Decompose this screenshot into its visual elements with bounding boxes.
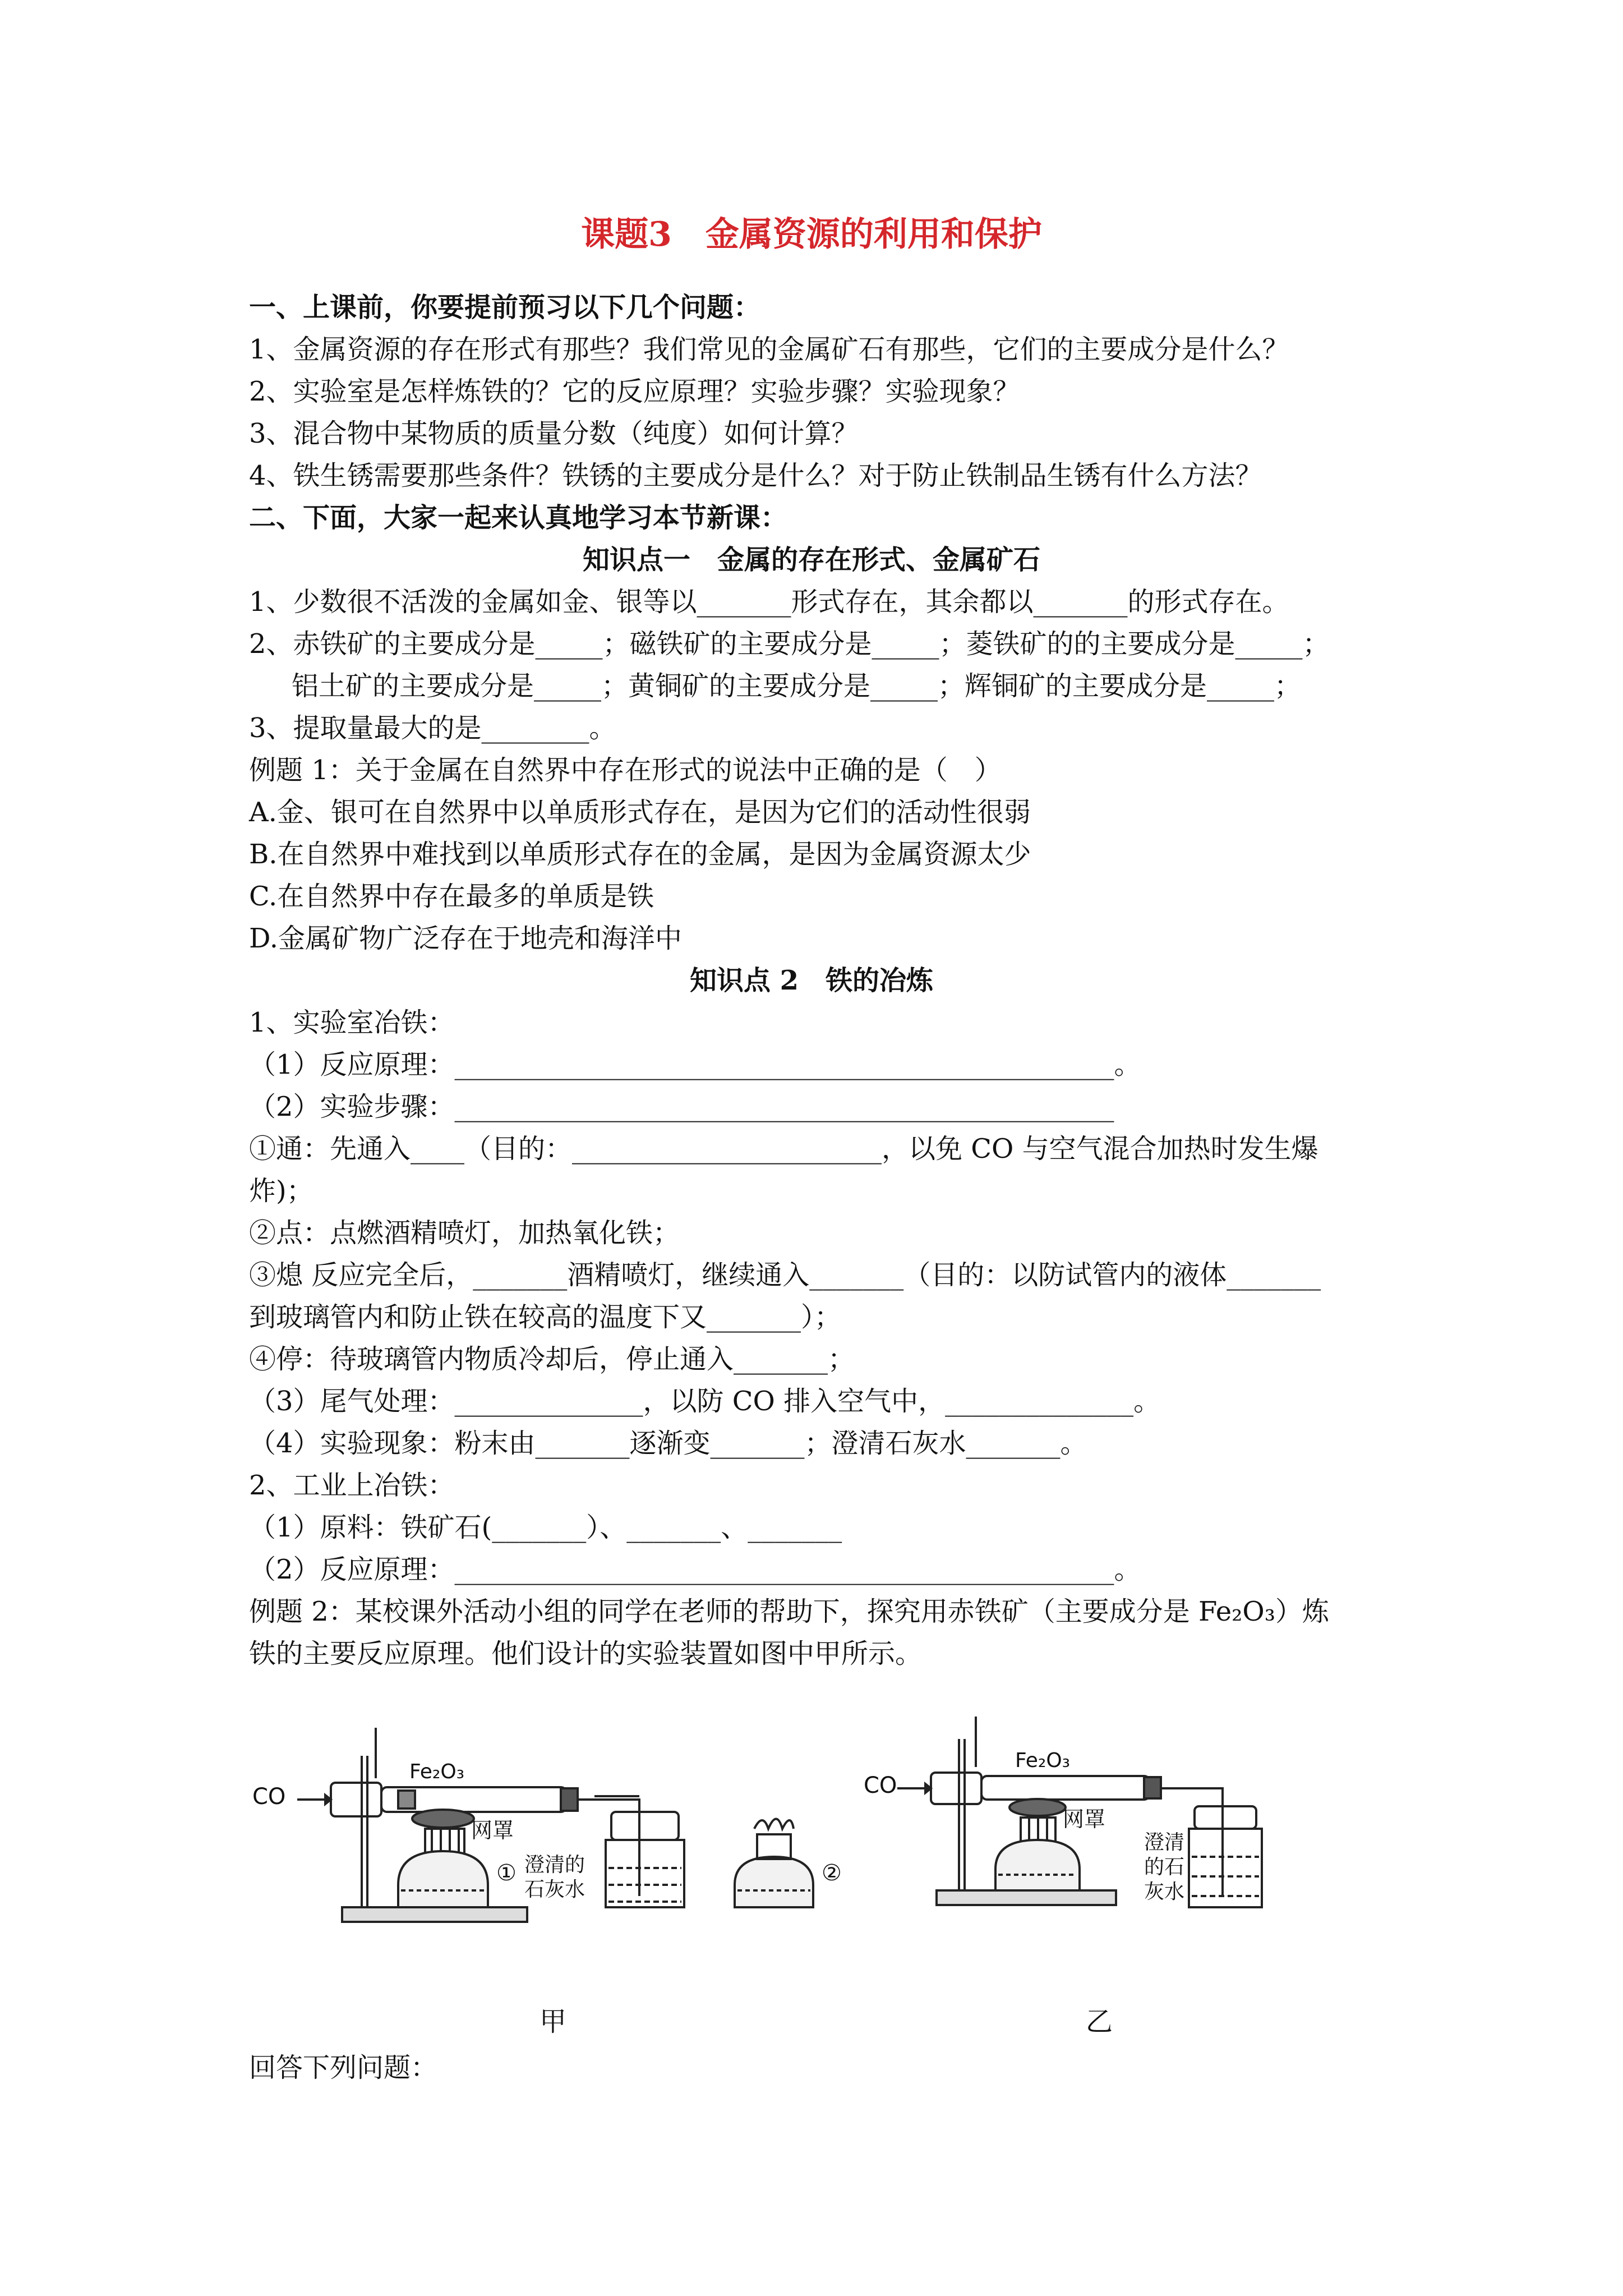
- example-2-line-1: 例题 2：某校课外活动小组的同学在老师的帮助下，探究用赤铁矿（主要成分是 Fe₂O₃）炼: [249, 1596, 1329, 1627]
- kp2-line-1: 1、实验室冶铁：: [249, 1007, 455, 1038]
- apparatus-diagram-b: [864, 1717, 1267, 1930]
- apparatus-diagram-a: [247, 1717, 897, 1930]
- answer-prompt: 回答下列问题：: [249, 2052, 438, 2083]
- figure-caption-b: 乙: [1086, 2006, 1113, 2037]
- example-1-option-c: C.在自然界中存在最多的单质是铁: [249, 881, 654, 912]
- net-label-b: 网罩: [1063, 1807, 1106, 1832]
- limewater-label-b-line2: 的石: [1144, 1856, 1185, 1879]
- kp1-line-3: 铝土矿的主要成分是_____；黄铜矿的主要成分是_____；辉铜矿的主要成分是_____；: [292, 670, 1302, 702]
- example-1-option-b: B.在自然界中难找到以单质形式存在的金属，是因为金属资源太少: [249, 839, 1031, 870]
- kp2-line-3: （2）实验步骤：_________________________________________________: [249, 1091, 1114, 1122]
- limewater-label-a-line1: 澄清的: [524, 1853, 585, 1876]
- kp2-line-9: ④停：待玻璃管内物质冷却后，停止通入_______；: [249, 1343, 855, 1375]
- example-1-stem: 例题 1：关于金属在自然界中存在形式的说法中正确的是（ ）: [249, 754, 1002, 786]
- knowledge-point-2-heading: 知识点 2 铁的冶炼: [689, 965, 934, 996]
- kp2-line-10: （3）尾气处理：______________，以防 CO 排入空气中，______________。: [249, 1386, 1161, 1417]
- knowledge-point-1-heading: 知识点一 金属的存在形式、金属矿石: [582, 544, 1040, 576]
- kp2-line-8: 到玻璃管内和防止铁在较高的温度下又_______）；: [249, 1301, 842, 1333]
- net-label-a: 网罩: [471, 1818, 514, 1843]
- limewater-label-b-line3: 灰水: [1144, 1880, 1185, 1903]
- co-label-a: CO: [252, 1784, 286, 1810]
- kp2-line-7: ③熄 反应完全后，_______酒精喷灯，继续通入_______（目的：以防试管内的液体_______: [249, 1259, 1321, 1291]
- page-title: 课题3 金属资源的利用和保护: [581, 215, 1042, 254]
- kp2-line-6: ②点：点燃酒精喷灯，加热氧化铁；: [249, 1217, 680, 1249]
- kp2-line-4: ①通：先通入____（目的：_______________________，以免 CO 与空气混合加热时发生爆: [249, 1133, 1318, 1165]
- co-label-b: CO: [864, 1773, 897, 1798]
- kp2-line-11: （4）实验现象：粉末由_______逐渐变_______；澄清石灰水_______。: [249, 1428, 1087, 1459]
- figure-caption-a: 甲: [540, 2006, 567, 2037]
- kp2-line-14: （2）反应原理：_________________________________________________。: [249, 1554, 1141, 1585]
- preview-question-4: 4、铁生锈需要那些条件？铁锈的主要成分是什么？对于防止铁制品生锈有什么方法？: [249, 460, 1262, 491]
- mark-2: ②: [822, 1860, 842, 1886]
- preview-question-1: 1、金属资源的存在形式有那些？我们常见的金属矿石有那些，它们的主要成分是什么？: [249, 334, 1289, 365]
- limewater-label-a-line2: 石灰水: [524, 1878, 585, 1901]
- fe2o3-label-b: Fe₂O₃: [1015, 1749, 1071, 1772]
- kp1-line-2: 2、赤铁矿的主要成分是_____；磁铁矿的主要成分是_____；菱铁矿的的主要成分是_____；: [249, 628, 1330, 660]
- section1-heading: 一、上课前，你要提前预习以下几个问题：: [249, 292, 761, 323]
- example-1-option-d: D.金属矿物广泛存在于地壳和海洋中: [249, 923, 683, 954]
- section2-heading: 二、下面，大家一起来认真地学习本节新课：: [249, 502, 788, 533]
- kp2-line-5: 炸)；: [249, 1175, 313, 1207]
- fe2o3-label-a: Fe₂O₃: [409, 1760, 465, 1783]
- preview-question-2: 2、实验室是怎样炼铁的？它的反应原理？实验步骤？实验现象？: [249, 376, 1020, 407]
- kp1-line-1: 1、少数很不活泼的金属如金、银等以_______形式存在，其余都以_______的形式存在。: [249, 586, 1289, 618]
- kp2-line-13: （1）原料：铁矿石(_______）、_______、_______: [249, 1512, 842, 1543]
- preview-question-3: 3、混合物中某物质的质量分数（纯度）如何计算？: [249, 418, 859, 449]
- example-1-option-a: A.金、银可在自然界中以单质形式存在，是因为它们的活动性很弱: [249, 797, 1031, 828]
- example-2-line-2: 铁的主要反应原理。他们设计的实验装置如图中甲所示。: [249, 1638, 923, 1669]
- mark-1: ①: [496, 1860, 517, 1886]
- kp2-line-12: 2、工业上冶铁：: [249, 1470, 455, 1501]
- kp2-line-2: （1）反应原理：_________________________________________________。: [249, 1049, 1141, 1080]
- kp1-line-4: 3、提取量最大的是________。: [249, 712, 616, 744]
- limewater-label-b-line1: 澄清: [1144, 1831, 1185, 1854]
